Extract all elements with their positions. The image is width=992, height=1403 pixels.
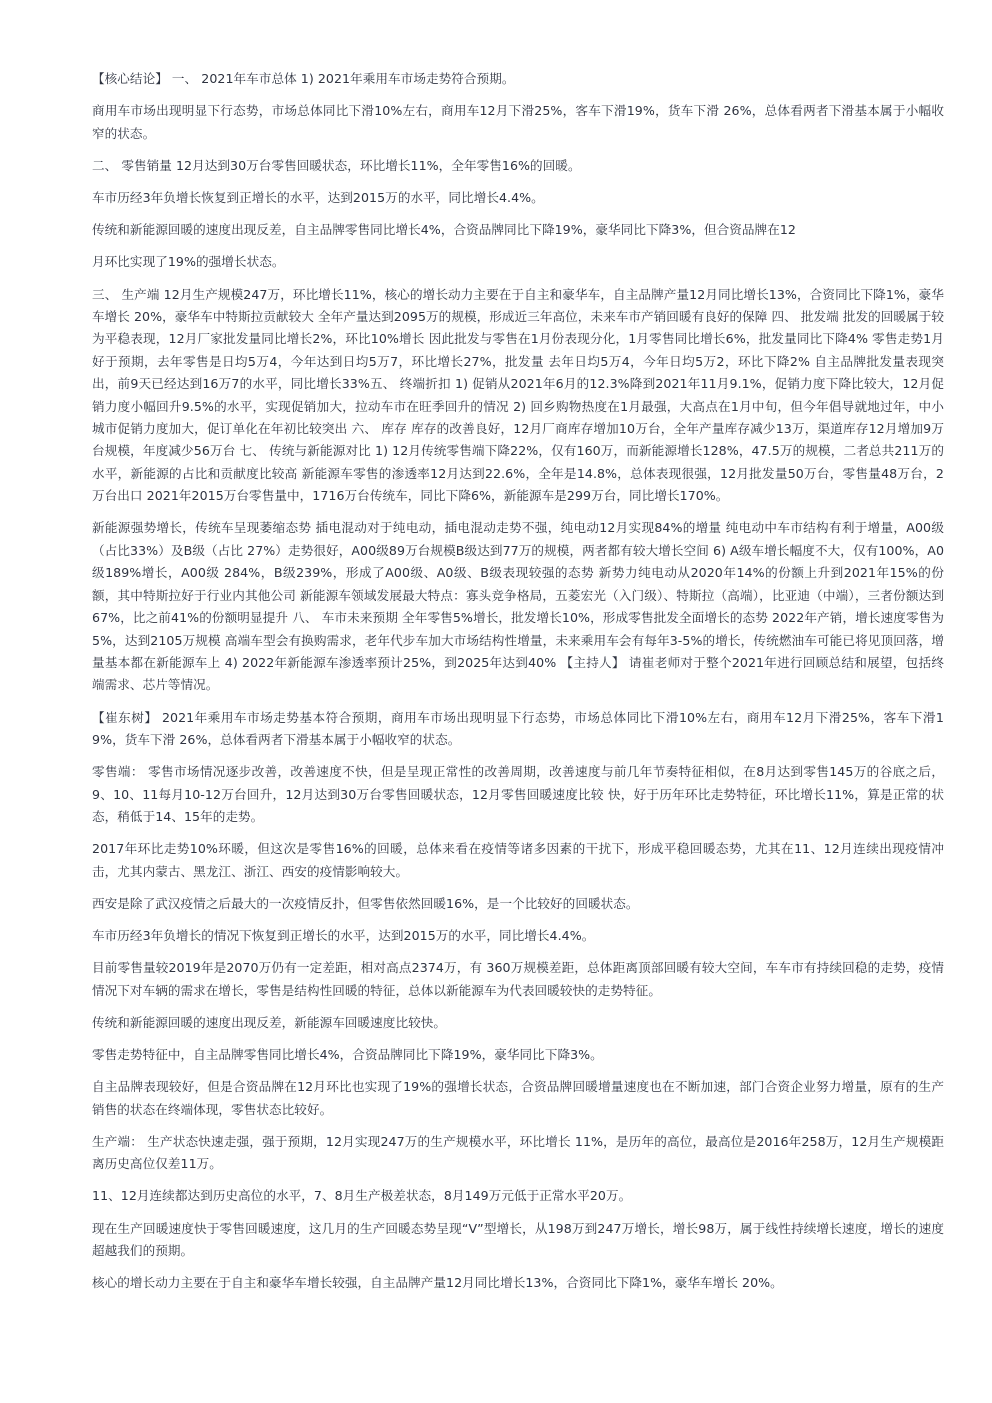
paragraph-production-summary: 三、 生产端 12月生产规模247万，环比增长11%，核心的增长动力主要在于自主和豪华车，自主品牌产量12月同比增长13%，合资同比下降1%，豪华车增长 20%，豪华车中特斯拉贡献较大 全年产量达到2095万的规模，形成近三年高位，未来车市产销回暖有良好的保障 四、 批发端 批发的回暖属于较为平稳表现，12月厂家批发量同比增长2%，环比10%增长 因此批发与零售在1月份表现分化，1月零售同比增长6%，批发量同比下降4% 零售走势1月好于预期，去年零售是日均5万4，今年达到日均5万7，环比增长27%，批发量 去年日均5万4，今年日均5万2，环比下降2% 自主品牌批发量表现突出，前9天已经达到16万7的水平，同比增长33%五、 终端折扣 1) 促销从2021年6月的12.3%降到2021年11月9.1%，促销力度下降比较大，12月促销力度小幅回升9.5%的水平，实现促销加大，拉动车市在旺季回升的情况 2) 回乡购物热度在1月最强，大高点在1月中旬，但今年倡导就地过年，中小城市促销力度加大，促订单化在年初比较突出 六、 库存 库存的改善良好，12月厂商库存增加10万台，全年产量库存减少13万，渠道库存12月增加9万台规模，年度减少56万台 七、 传统与新能源对比 1) 12月传统零售端下降22%，仅有160万，而新能源增长128%，47.5万的规模，二者总共211万的水平，新能源的占比和贡献度比较高 新能源车零售的渗透率12月达到22.6%，全年是14.8%，总体表现很强，12月批发量50万台，零售量48万台，2万台出口 2021年2015万台零售量中，1716万台传统车，同比下降6%，新能源车是299万台，同比增长170%。 (92, 286, 944, 504)
paragraph-2017-trend: 2017年环比走势10%环暖，但这次是零售16%的回暖，总体来看在疫情等诸多因素的干扰下，形成平稳回暖态势，尤其在11、12月连续出现疫情冲击，尤其内蒙古、黑龙江、浙江、西安的疫情影响较大。 (92, 841, 944, 879)
paragraph-retail-end: 零售端： 零售市场情况逐步改善，改善速度不快，但是呈现正常性的改善周期，改善速度与前几年节奏特征相似，在8月达到零售145万的谷底之后，9、10、11每月10-12万台回升，12月达到30万台零售回暖状态，12月零售回暖速度比较 快，好于历年环比走势特征，环比增长11%，算是正常的状态，稍低于14、15年的走势。 (92, 764, 944, 824)
paragraph-new-energy-fast: 传统和新能源回暖的速度出现反差，新能源车回暖速度比较快。 (92, 1014, 447, 1030)
paragraph-v-shape: 现在生产回暖速度快于零售回暖速度，这几月的生产回暖态势呈现“V”型增长，从198万到247万增长，增长98万，属于线性持续增长速度，增长的速度超越我们的预期。 (92, 1220, 944, 1259)
document-body (92, 68, 944, 1304)
paragraph-xian: 西安是除了武汉疫情之后最大的一次疫情反扑，但零售依然回暖16%，是一个比较好的回暖状态。 (92, 895, 639, 911)
paragraph-retail-gap: 目前零售量较2019年是2070万仍有一定差距，相对高点2374万，有 360万规模差距，总体距离顶部回暖有较大空间，车车市有持续回稳的走势，疫情情况下对车辆的需求在增长，零售是结构性回暖的特征，总体以新能源车为代表回暖较快的走势特征。 (92, 960, 944, 998)
paragraph-market-growth: 车市历经3年负增长恢复到正增长的水平，达到2015万的水平，同比增长4.4%。 (92, 190, 544, 206)
paragraph-cui-dongshu: 【崔东树】 2021年乘用车市场走势基本符合预期，商用车市场出现明显下行态势，市场总体同比下滑10%左右，商用车12月下滑25%，客车下滑19%，货车下滑 26%，总体看两者下滑基本属于小幅收窄的状态。 (92, 709, 944, 747)
paragraph-growth-drivers: 核心的增长动力主要在于自主和豪华车增长较强，自主品牌产量12月同比增长13%，合资同比下降1%，豪华车增长 20%。 (92, 1275, 783, 1291)
paragraph-retail-volume: 二、 零售销量 12月达到30万台零售回暖状态，环比增长11%，全年零售16%的回暖。 (92, 157, 581, 173)
paragraph-brand-contrast: 传统和新能源回暖的速度出现反差，自主品牌零售同比增长4%，合资品牌同比下降19%，豪华同比下降3%，但合资品牌在12 (92, 222, 796, 238)
paragraph-domestic-brands: 自主品牌表现较好，但是合资品牌在12月环比也实现了19%的强增长状态，合资品牌回暖增量速度也在不断加速，部门合资企业努力增量，原有的生产销售的状态在终端体现，零售状态比较好。 (92, 1079, 944, 1117)
paragraph-market-recovery: 车市历经3年负增长的情况下恢复到正增长的水平，达到2015万的水平，同比增长4.4%。 (92, 927, 595, 943)
paragraph-new-energy-summary: 新能源强势增长，传统车呈现萎缩态势 插电混动对于纯电动，插电混动走势不强，纯电动12月实现84%的增量 纯电动中车市结构有利于增量，A00级（占比33%）及B级（占比 27%）走势很好，A00级89万台规模B级达到77万的规模，两者都有较大增长空间 6) A级车增长幅度不大，仅有100%，A0级189%增长，A00级 284%，B级239%，形成了A00级、A0级、B级表现较强的态势 新势力纯电动从2020年14%的份额上升到2021年15%的份额，其中特斯拉好于行业内其他公司 新能源车领域发展最大特点：寡头竞争格局，五菱宏光（入门级）、特斯拉（高端），比亚迪（中端），三者份额达到67%，比之前41%的份额明显提升 八、 车市未来预期 全年零售5%增长，批发增长10%，形成零售批发全面增长的态势 2022年产销，增长速度零售为5%，达到2105万规模 高端车型会有换购需求，老年代步车加大市场结构性增量，未来乘用车会有每年3-5%的增长，传统燃油车可能已将见顶回落，增量基本都在新能源车上 4) 2022年新能源车渗透率预计25%，到2025年达到40% 【主持人】 请崔老师对于整个2021年进行回顾总结和展望，包括终端需求、芯片等情况。 (92, 520, 944, 693)
paragraph-core-conclusion: 【核心结论】 一、 2021年车市总体 1) 2021年乘用车市场走势符合预期。 (92, 71, 515, 86)
paragraph-nov-dec-production: 11、12月连续都达到历史高位的水平，7、8月生产极差状态，8月149万元低于正常水平20万。 (92, 1188, 632, 1204)
paragraph-brand-contrast-cont: 月环比实现了19%的强增长状态。 (92, 254, 285, 270)
paragraph-commercial-vehicle: 商用车市场出现明显下行态势，市场总体同比下滑10%左右，商用车12月下滑25%，客车下滑19%，货车下滑 26%，总体看两者下滑基本属于小幅收窄的状态。 (92, 103, 944, 141)
paragraph-production-end: 生产端： 生产状态快速走强，强于预期，12月实现247万的生产规模水平，环比增长 11%，是历年的高位，最高位是2016年258万，12月生产规模距离历史高位仅差11万。 (92, 1133, 944, 1172)
paragraph-retail-brands: 零售走势特征中，自主品牌零售同比增长4%，合资品牌同比下降19%，豪华同比下降3%。 (92, 1046, 603, 1062)
